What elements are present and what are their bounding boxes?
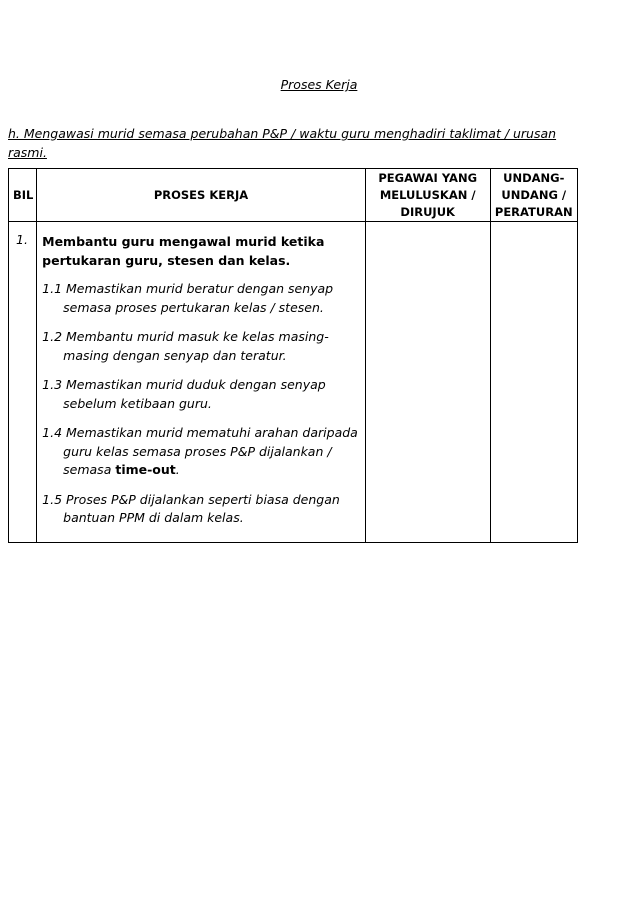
header-pegawai-line2: MELULUSKAN /	[379, 187, 476, 202]
header-pegawai	[365, 169, 490, 222]
header-bil: BIL	[9, 169, 37, 222]
process-table	[8, 168, 578, 543]
sub-item-text: sebelum ketibaan guru.	[63, 395, 212, 411]
sub-item-1-4	[42, 424, 361, 480]
header-undang-line1: UNDANG-	[503, 170, 565, 185]
header-undang	[490, 169, 577, 222]
header-undang-line2: UNDANG /	[501, 187, 567, 202]
sub-item-text: guru kelas semasa proses P&P dijalankan /	[63, 443, 332, 459]
table-header-row	[9, 169, 578, 222]
sub-item-1-3	[42, 376, 361, 413]
sub-item-1-5	[42, 491, 361, 528]
page-title-text: Proses Kerja	[280, 77, 358, 92]
main-process-item	[42, 232, 361, 270]
sub-item-text: masing dengan senyap dan teratur.	[63, 347, 287, 363]
main-item-line1: Membantu guru mengawal murid ketika	[42, 234, 325, 249]
header-undang-line3: PERATURAN	[494, 204, 573, 219]
header-pegawai-line1: PEGAWAI YANG	[378, 170, 478, 185]
sub-item-text: 1.5 Proses P&P dijalankan seperti biasa dengan	[42, 491, 340, 507]
sub-item-text: 1.2 Membantu murid masuk ke kelas masing-	[42, 329, 329, 344]
page-title	[0, 77, 638, 92]
sub-item-text: bantuan PPM di dalam kelas.	[63, 510, 244, 525]
main-item-line2: pertukaran guru, stesen dan kelas.	[42, 253, 291, 268]
row-proses-kerja	[37, 222, 366, 543]
section-heading: h. Mengawasi murid semasa perubahan P&P / waktu guru menghadiri taklimat / urusan rasmi.	[8, 126, 557, 160]
sub-item-text: 1.4 Memastikan murid mematuhi arahan daripada	[42, 425, 358, 440]
time-out-emphasis: time-out	[115, 462, 176, 477]
header-pegawai-line3: DIRUJUK	[400, 204, 455, 219]
sub-item-1-1	[42, 280, 361, 317]
header-proses-kerja: PROSES KERJA	[37, 169, 366, 222]
sub-item-1-2	[42, 328, 361, 365]
sub-item-text: semasa proses pertukaran kelas / stesen.	[63, 299, 324, 315]
sub-item-text: 1.3 Memastikan murid duduk dengan senyap	[42, 377, 326, 392]
sub-item-text: 1.1 Memastikan murid beratur dengan senyap	[42, 281, 334, 296]
row-undang-cell	[490, 222, 577, 543]
sub-item-text	[42, 461, 361, 480]
sub-item-text-part: semasa	[63, 462, 112, 477]
row-bil: 1.	[9, 222, 37, 543]
table-row	[9, 222, 578, 543]
row-pegawai-cell	[365, 222, 490, 543]
sub-item-text-end: .	[175, 462, 180, 477]
